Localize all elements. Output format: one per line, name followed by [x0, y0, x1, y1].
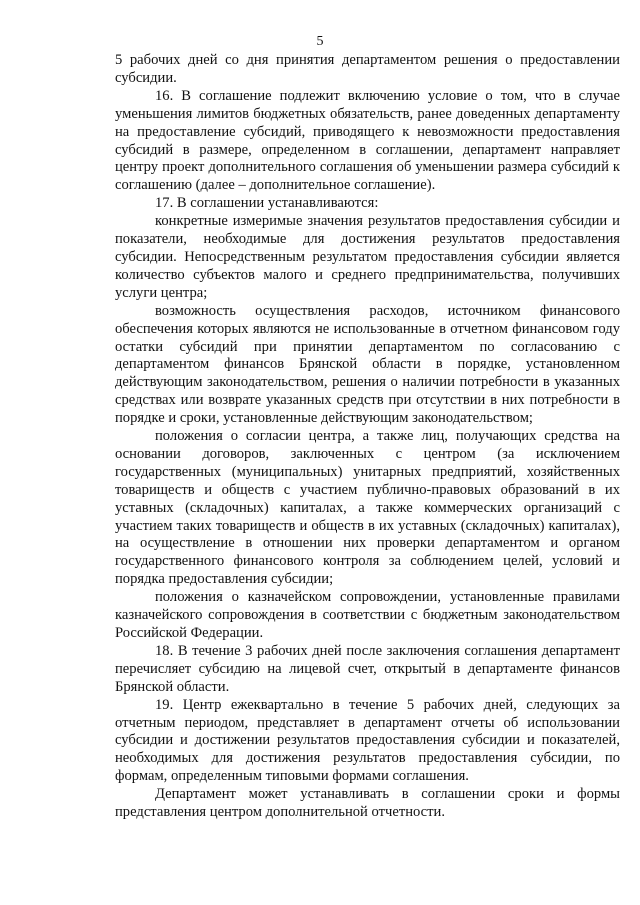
paragraph-17-item-treasury: положения о казначейском сопровождении, установленные правилами казначейского сопровождения в соответствии с бюджетным законодательством Российской Федерации.: [115, 589, 620, 641]
paragraph-19: 19. Центр ежеквартально в течение 5 рабочих дней, следующих за отчетным периодом, представляет в департамент отчеты об использовании субсидии и достижении результатов предоставления субсидии и показателей, необходимых для достижения результатов предоставления субсидии, по формам, определенным типовыми формами соглашения.: [115, 696, 620, 785]
page-number: 5: [316, 34, 324, 49]
paragraph-17-item-consent: положения о согласии центра, а также лиц, получающих средства на основании договоров, заключенных с центром (за исключением государственных (муниципальных) унитарных предприятий, хозяйственных товариществ и обществ с участием публично-правовых образований в их уставных (складочных) капиталах, а также коммерческих организаций с участием таких товариществ и обществ в их уставных (складочных) капиталах), на осуществление в отношении них проверки департаментом и органом государственного финансового контроля за соблюдением целей, условий и порядка предоставления субсидии;: [115, 428, 620, 588]
document-body: [115, 52, 620, 822]
paragraph-18: 18. В течение 3 рабочих дней после заключения соглашения департамент перечисляет субсидию на лицевой счет, открытый в департаменте финансов Брянской области.: [115, 642, 620, 695]
paragraph-continuation: 5 рабочих дней со дня принятия департаментом решения о предоставлении субсидии.: [115, 52, 620, 86]
paragraph-additional-reporting: Департамент может устанавливать в соглашении сроки и формы представления центром дополнительной отчетности.: [115, 786, 620, 821]
paragraph-17-item-results: конкретные измеримые значения результатов предоставления субсидии и показатели, необходимые для достижения результатов предоставления субсидии. Непосредственным результатом предоставления субсидии является количество субъектов малого и среднего предпринимательства, получивших услуги центра;: [115, 213, 620, 301]
paragraph-16: 16. В соглашение подлежит включению условие о том, что в случае уменьшения лимитов бюджетных обязательств, ранее доведенных департаменту на предоставление субсидий, приводящего к невозможности предоставления субсидий в размере, определенном в соглашении, департамент направляет центру проект дополнительного соглашения об уменьшении размера субсидий к соглашению (далее – дополнительное соглашение).: [115, 87, 620, 194]
paragraph-17: 17. В соглашении устанавливаются:: [155, 195, 379, 212]
paragraph-17-item-expenses: возможность осуществления расходов, источником финансового обеспечения которых являются не использованные в отчетном финансовом году остатки субсидий при принятии департаментом по согласованию с департаментом финансов Брянской области в порядке, установленном действующим законодательством, решения о наличии потребности в указанных средствах или возврате указанных средств при отсутствии в них потребности в порядке и сроки, установленные действующим законодательством;: [115, 302, 620, 427]
